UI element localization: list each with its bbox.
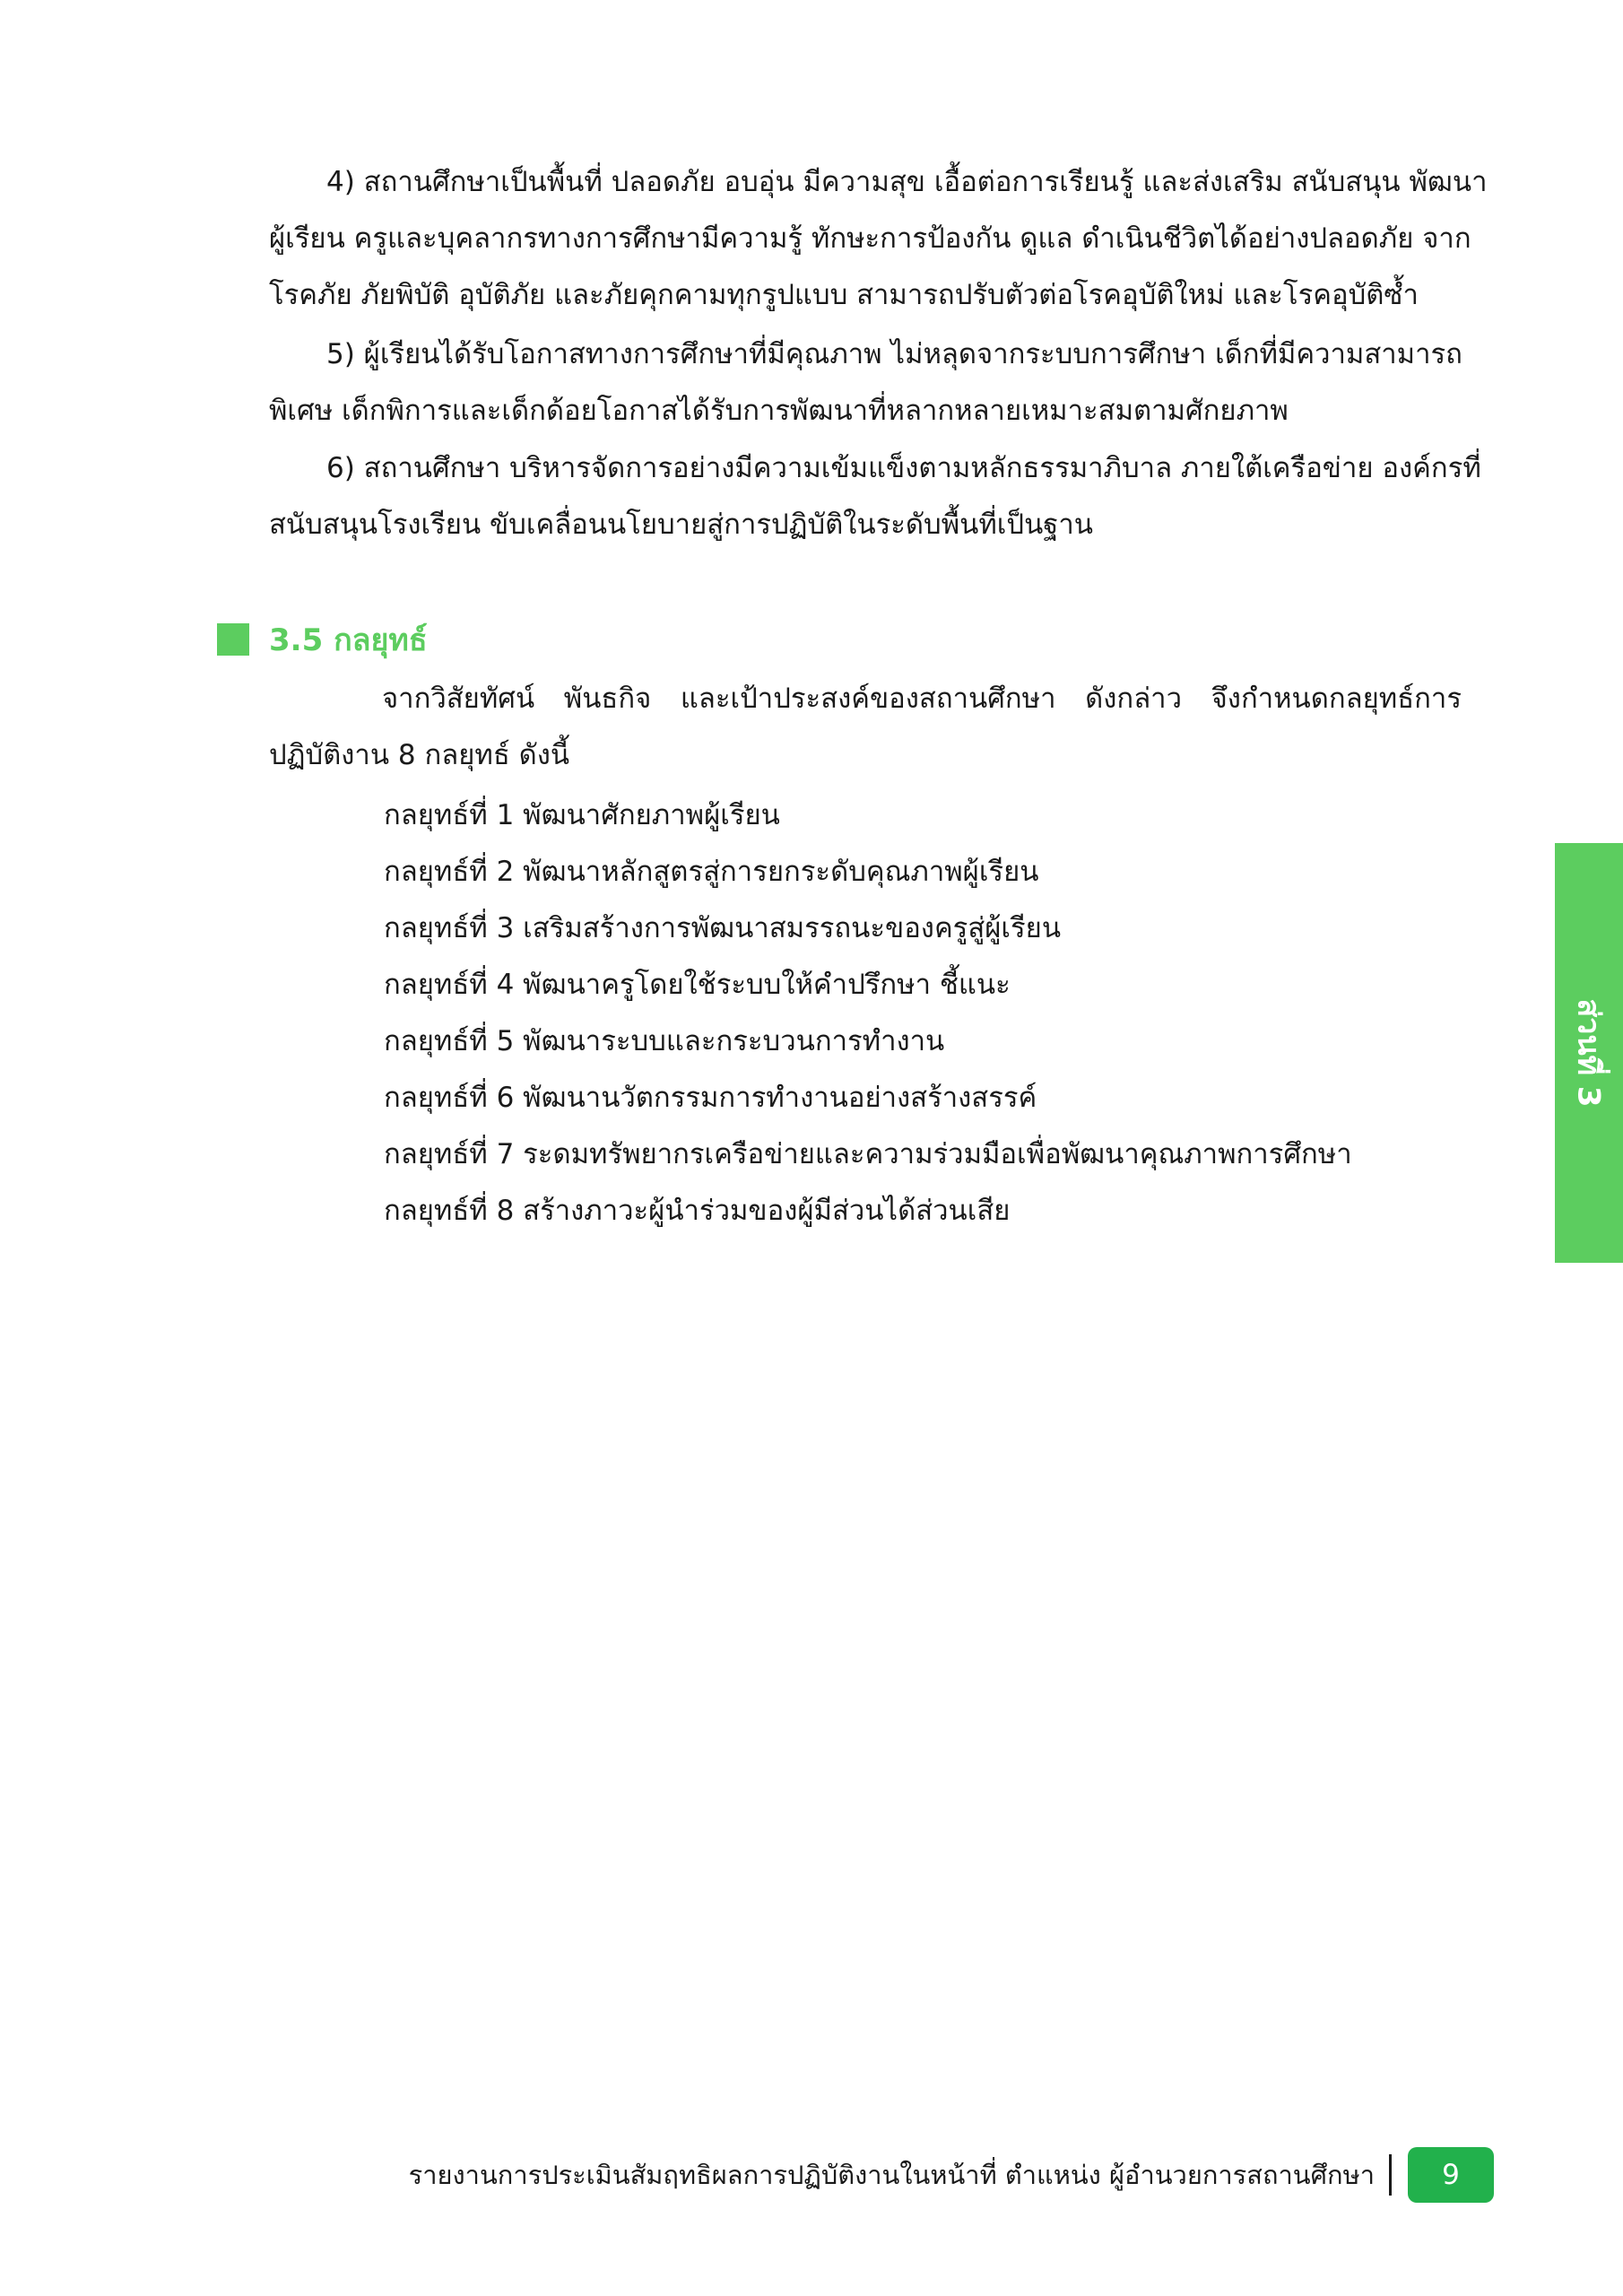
side-tab-label: ส่วนที่ 3 [1570,998,1606,1108]
strategy-item: กลยุทธ์ที่ 1 พัฒนาศักยภาพผู้เรียน [384,799,780,831]
strategy-item: กลยุทธ์ที่ 2 พัฒนาหลักสูตรสู่การยกระดับคุณภาพผู้เรียน [384,856,1039,888]
section-title: 3.5 กลยุทธ์ [269,622,428,658]
paragraph-6 [269,440,1481,553]
paragraph-5 [269,326,1462,439]
paragraph-4-line-1: 4) สถานศึกษาเป็นพื้นที่ ปลอดภัย อบอุ่น มีความสุข เอื้อต่อการเรียนรู้ และส่งเสริม สนับสนุน พัฒนา [326,166,1488,198]
strategy-item: กลยุทธ์ที่ 4 พัฒนาครูโดยใช้ระบบให้คำปรึกษา ชี้แนะ [384,969,1011,1001]
section-intro [269,671,1462,784]
section-heading [217,613,428,666]
strategy-item: กลยุทธ์ที่ 6 พัฒนานวัตกรรมการทำงานอย่างสร้างสรรค์ [384,1082,1037,1114]
paragraph-6-line-2: สนับสนุนโรงเรียน ขับเคลื่อนนโยบายสู่การปฏิบัติในระดับพื้นที่เป็นฐาน [269,509,1093,541]
paragraph-6-line-1: 6) สถานศึกษา บริหารจัดการอย่างมีความเข้มแข็งตามหลักธรรมาภิบาล ภายใต้เครือข่าย องค์กรที่ [326,452,1481,484]
paragraph-4-line-2: ผู้เรียน ครูและบุคลากรทางการศึกษามีความรู้ ทักษะการป้องกัน ดูแล ดำเนินชีวิตได้อย่างปลอดภัย จาก [269,222,1471,255]
section-intro-line-2: ปฏิบัติงาน 8 กลยุทธ์ ดังนี้ [269,739,570,771]
footer-report-title: รายงานการประเมินสัมฤทธิผลการปฏิบัติงานในหน้าที่ ตำแหน่ง ผู้อำนวยการสถานศึกษา [408,2160,1375,2190]
strategy-item: กลยุทธ์ที่ 3 เสริมสร้างการพัฒนาสมรรถนะของครูสู่ผู้เรียน [384,912,1062,944]
strategy-item: กลยุทธ์ที่ 5 พัฒนาระบบและกระบวนการทำงาน [384,1025,945,1057]
strategy-item: กลยุทธ์ที่ 7 ระดมทรัพยากรเครือข่ายและความร่วมมือเพื่อพัฒนาคุณภาพการศึกษา [384,1138,1352,1170]
paragraph-4-line-3: โรคภัย ภัยพิบัติ อุบัติภัย และภัยคุกคามทุกรูปแบบ สามารถปรับตัวต่อโรคอุบัติใหม่ และโรคอุบัติซ้ำ [269,279,1419,311]
section-intro-line-1: จากวิสัยทัศน์ พันธกิจ และเป้าประสงค์ของสถานศึกษา ดังกล่าว จึงกำหนดกลยุทธ์การ [382,683,1462,715]
section-square-icon [217,623,249,656]
section-side-tab [1555,843,1623,1263]
strategy-list [384,787,1352,1239]
page-footer [409,2146,1494,2204]
paragraph-5-line-1: 5) ผู้เรียนได้รับโอกาสทางการศึกษาที่มีคุณภาพ ไม่หลุดจากระบบการศึกษา เด็กที่มีความสามารถ [326,338,1462,370]
strategy-item: กลยุทธ์ที่ 8 สร้างภาวะผู้นำร่วมของผู้มีส่วนได้ส่วนเสีย [384,1195,1011,1227]
paragraph-4 [269,154,1488,324]
paragraph-5-line-2: พิเศษ เด็กพิการและเด็กด้อยโอกาสได้รับการพัฒนาที่หลากหลายเหมาะสมตามศักยภาพ [269,395,1289,427]
page-number-badge: 9 [1408,2147,1494,2203]
footer-divider [1389,2154,1392,2196]
